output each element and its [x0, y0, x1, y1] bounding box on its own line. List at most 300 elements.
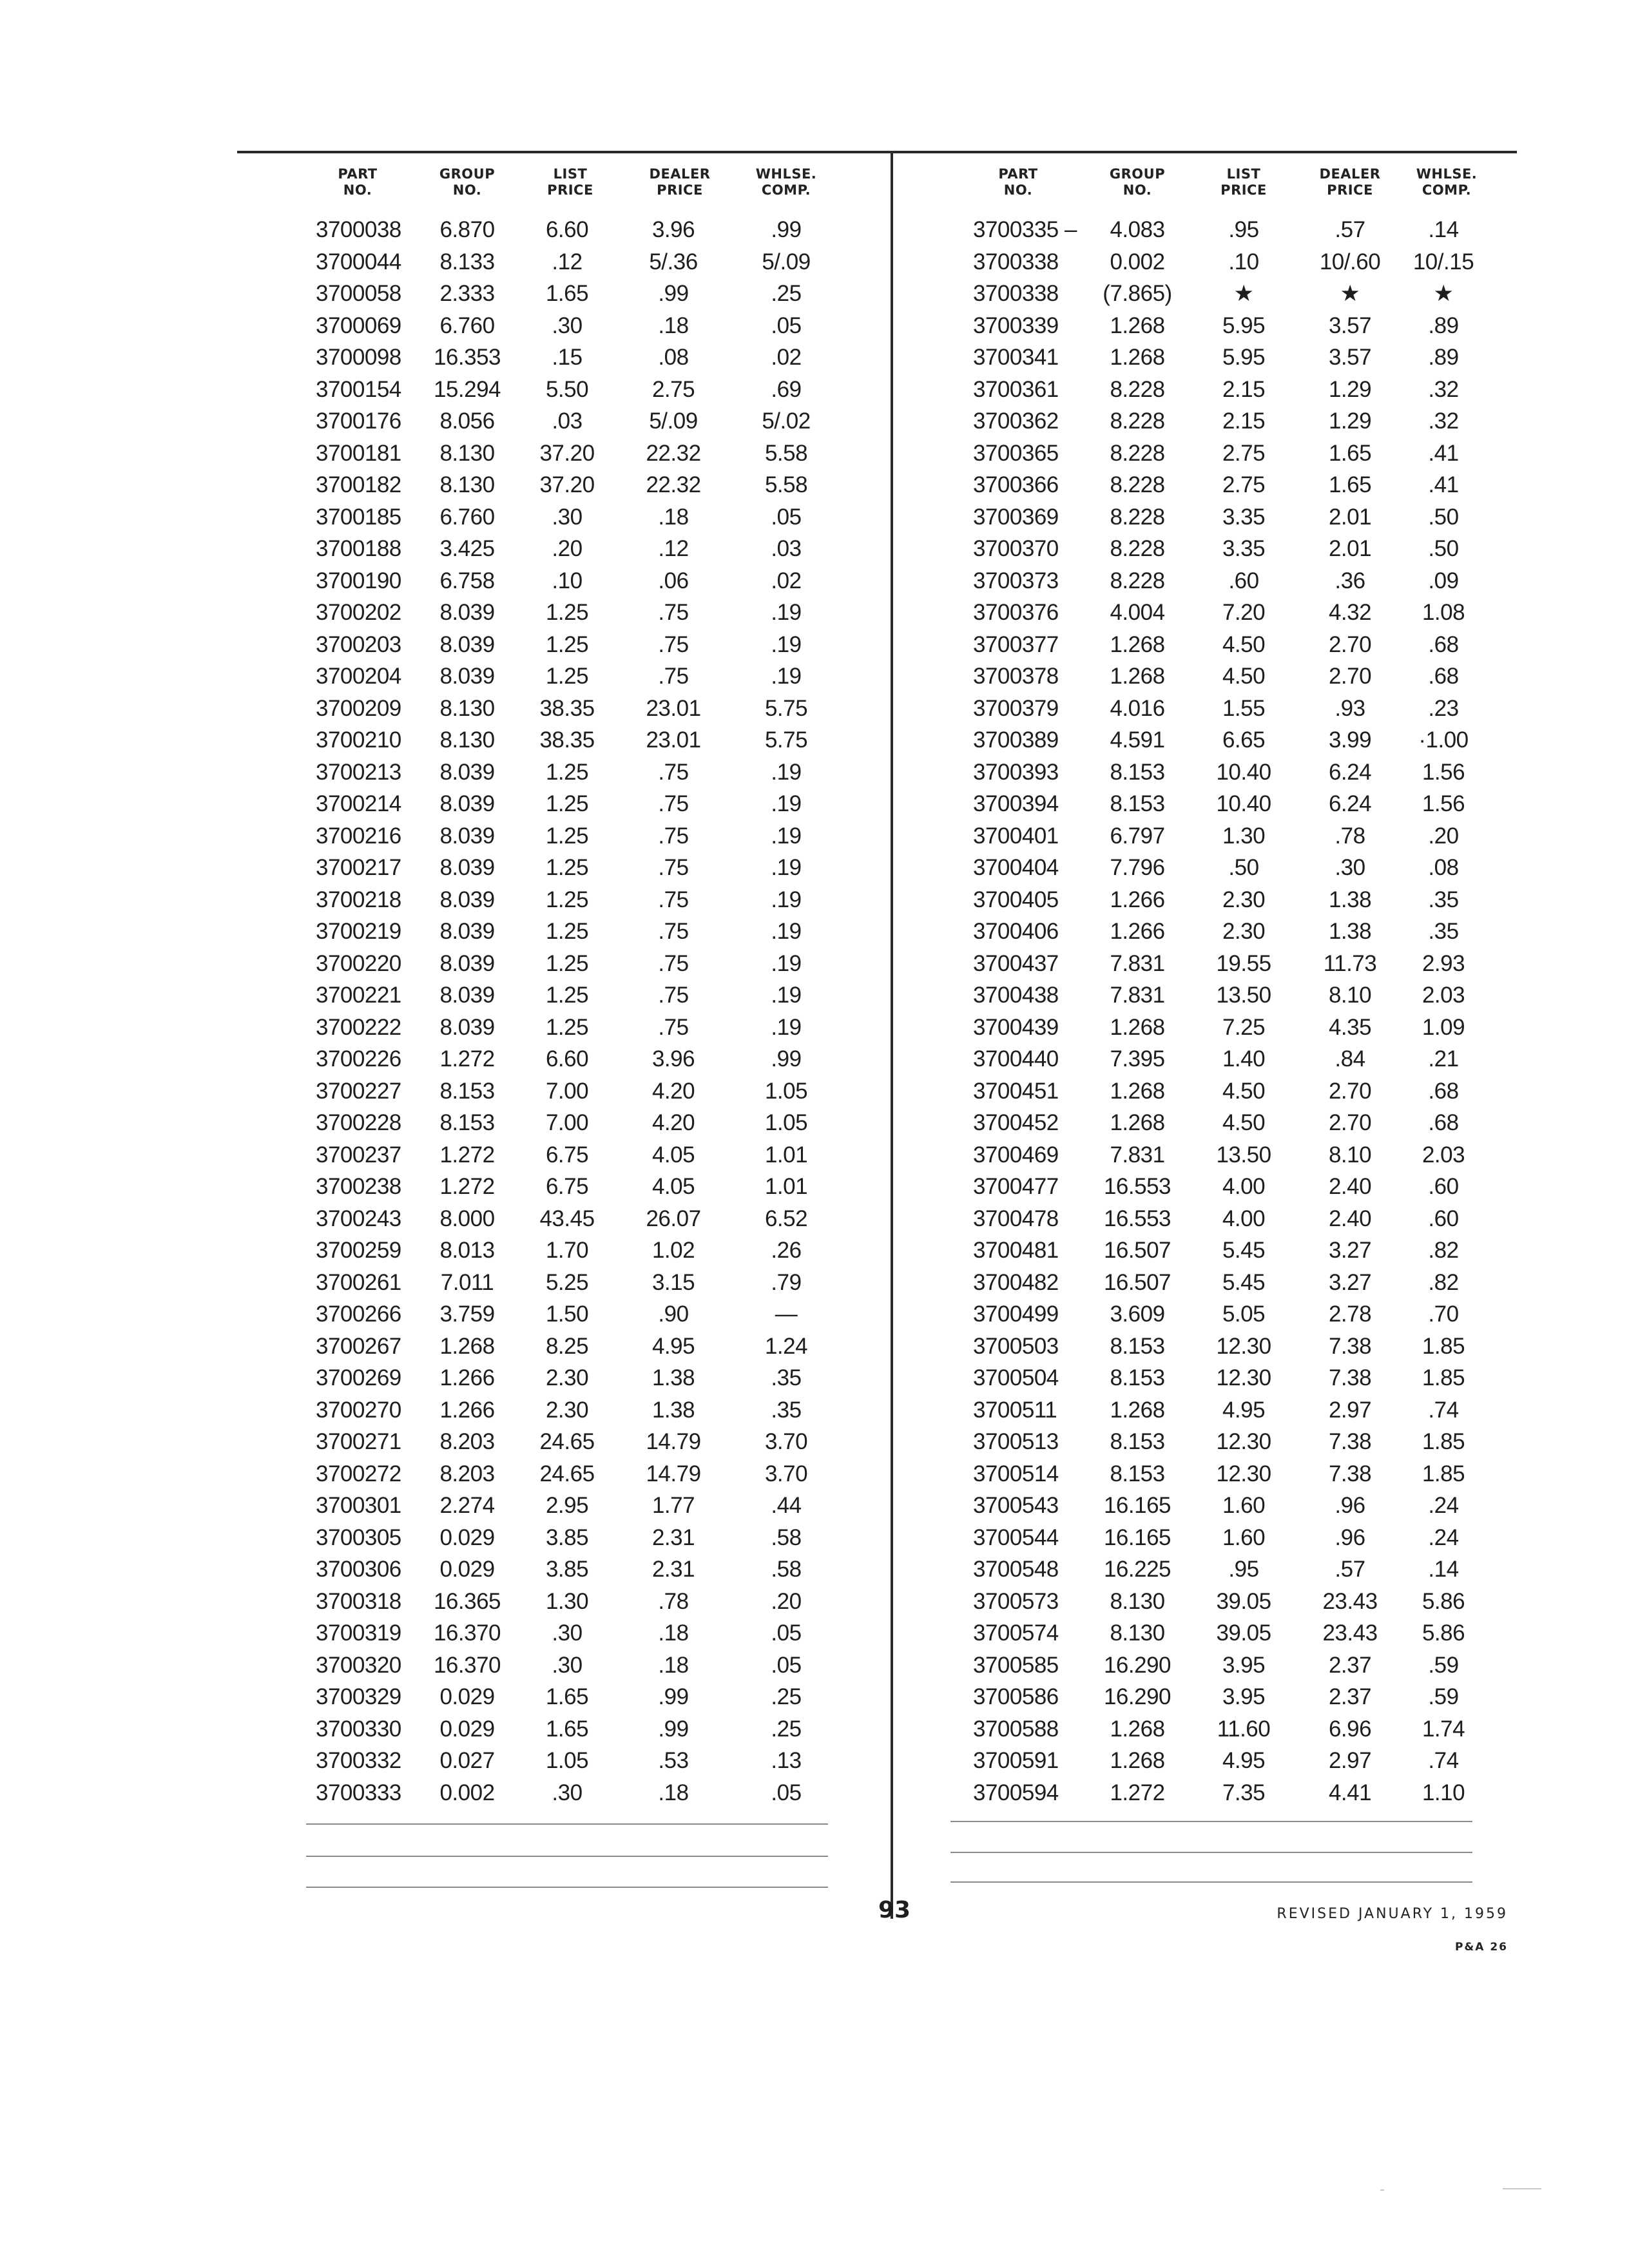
dealer-price-cell: 7.38: [1328, 1365, 1372, 1390]
list-price-cell: 7.35: [1222, 1780, 1266, 1805]
table-row: [960, 852, 1495, 884]
part-no-cell: 3700338: [973, 249, 1059, 274]
group-no-cell: 8.130: [439, 440, 495, 466]
scan-speck: [1380, 2189, 1384, 2191]
list-price-cell: 1.60: [1222, 1493, 1266, 1518]
dealer-price-cell: 1.38: [651, 1397, 695, 1423]
group-no-cell: 8.133: [439, 249, 495, 274]
header-list-price: LIST PRICE: [1220, 166, 1267, 198]
list-price-cell: 1.25: [545, 631, 589, 657]
table-row: [960, 597, 1495, 629]
whlse-comp-cell: 1.08: [1422, 600, 1465, 625]
list-price-cell: .15: [552, 345, 583, 370]
dealer-price-cell: .75: [658, 950, 689, 976]
part-no-cell: 3700261: [316, 1269, 401, 1295]
table-row: [296, 724, 844, 756]
list-price-cell: 2.75: [1222, 440, 1266, 466]
whlse-comp-cell: 1.01: [764, 1142, 808, 1168]
part-no-cell: 3700318: [316, 1588, 401, 1614]
part-no-cell: 3700185: [316, 504, 401, 530]
blank-line: [950, 1881, 1472, 1883]
group-no-cell: 1.268: [1110, 1110, 1165, 1135]
whlse-comp-cell: .19: [771, 631, 802, 657]
part-no-cell: 3700406: [973, 919, 1059, 944]
whlse-comp-cell: 1.74: [1422, 1716, 1465, 1742]
whlse-comp-cell: .89: [1428, 312, 1459, 338]
group-no-cell: 4.004: [1110, 600, 1165, 625]
table-row: [960, 565, 1495, 597]
whlse-comp-cell: .35: [771, 1365, 802, 1390]
table-row: [296, 979, 844, 1012]
list-price-cell: 8.25: [545, 1333, 589, 1359]
list-price-cell: ★: [1233, 281, 1254, 306]
dealer-price-cell: 11.73: [1323, 950, 1377, 976]
dealer-price-cell: .99: [658, 1684, 689, 1709]
dealer-price-cell: 1.65: [1328, 440, 1372, 466]
part-no-cell: 3700154: [316, 376, 401, 402]
list-price-cell: .30: [552, 312, 583, 338]
group-no-cell: 6.758: [439, 568, 495, 593]
dealer-price-cell: 1.77: [651, 1493, 695, 1518]
part-no-cell: 3700182: [316, 472, 401, 497]
group-no-cell: 16.225: [1103, 1557, 1171, 1582]
part-no-cell: 3700379: [973, 695, 1059, 721]
whlse-comp-cell: .02: [771, 345, 802, 370]
dealer-price-cell: 3.96: [651, 217, 695, 242]
group-no-cell: 0.029: [439, 1684, 495, 1709]
table-row: [960, 788, 1495, 820]
list-price-cell: 10.40: [1216, 759, 1271, 785]
table-row: [960, 660, 1495, 693]
table-row: [960, 1331, 1495, 1363]
part-no-cell: 3700373: [973, 568, 1059, 593]
list-price-cell: 4.50: [1222, 664, 1266, 689]
dealer-price-cell: 3.99: [1328, 727, 1372, 753]
table-row: [960, 1394, 1495, 1427]
part-no-cell: 3700504: [973, 1365, 1059, 1390]
list-price-cell: 1.25: [545, 791, 589, 816]
table-row: [960, 1235, 1495, 1267]
part-no-cell: 3700594: [973, 1780, 1059, 1805]
table-row: [960, 724, 1495, 756]
table-row: [296, 884, 844, 916]
part-no-cell: 3700548: [973, 1557, 1059, 1582]
part-no-cell: 3700543: [973, 1493, 1059, 1518]
part-no-cell: 3700332: [316, 1748, 401, 1773]
dealer-price-cell: 23.43: [1322, 1588, 1378, 1614]
whlse-comp-cell: .35: [1428, 919, 1459, 944]
list-price-cell: 12.30: [1216, 1365, 1271, 1390]
list-price-cell: 1.25: [545, 823, 589, 849]
list-price-cell: 1.65: [545, 281, 589, 306]
group-no-cell: 8.039: [439, 823, 495, 849]
table-row: [296, 405, 844, 437]
whlse-comp-cell: .68: [1428, 1110, 1459, 1135]
part-no-cell: 3700452: [973, 1110, 1059, 1135]
whlse-comp-cell: .50: [1428, 536, 1459, 561]
part-no-cell: 3700514: [973, 1461, 1059, 1486]
dealer-price-cell: .75: [658, 664, 689, 689]
dealer-price-cell: .75: [658, 600, 689, 625]
blank-line: [306, 1887, 828, 1888]
list-price-cell: 10.40: [1216, 791, 1271, 816]
list-price-cell: .12: [552, 249, 583, 274]
dealer-price-cell: .84: [1335, 1046, 1365, 1072]
dealer-price-cell: 2.70: [1328, 664, 1372, 689]
dealer-price-cell: 3.57: [1328, 312, 1372, 338]
list-price-cell: 1.40: [1222, 1046, 1266, 1072]
group-no-cell: 8.153: [1110, 1461, 1165, 1486]
table-row: [960, 214, 1495, 246]
group-no-cell: 8.039: [439, 791, 495, 816]
dealer-price-cell: 3.15: [651, 1269, 695, 1295]
whlse-comp-cell: ★: [1433, 281, 1454, 306]
whlse-comp-cell: 5.75: [764, 727, 808, 753]
group-no-cell: 7.831: [1110, 950, 1165, 976]
group-no-cell: 16.165: [1103, 1524, 1171, 1550]
dealer-price-cell: .53: [658, 1748, 689, 1773]
part-no-cell: 3700394: [973, 791, 1059, 816]
list-price-cell: 1.25: [545, 983, 589, 1008]
list-price-cell: .30: [552, 1780, 583, 1805]
group-no-cell: 4.083: [1110, 217, 1165, 242]
list-price-cell: 6.60: [545, 1046, 589, 1072]
whlse-comp-cell: 5.86: [1422, 1588, 1465, 1614]
table-row: [296, 469, 844, 501]
whlse-comp-cell: .19: [771, 600, 802, 625]
dealer-price-cell: 2.40: [1328, 1206, 1372, 1231]
dealer-price-cell: 1.29: [1328, 408, 1372, 434]
whlse-comp-cell: .60: [1428, 1174, 1459, 1199]
header-whlse-comp: WHLSE. COMP.: [755, 166, 817, 198]
whlse-comp-cell: .35: [771, 1397, 802, 1423]
dealer-price-cell: 4.35: [1328, 1014, 1372, 1040]
group-no-cell: 6.760: [439, 312, 495, 338]
part-no-cell: 3700204: [316, 664, 401, 689]
dealer-price-cell: .75: [658, 1014, 689, 1040]
whlse-comp-cell: .89: [1428, 345, 1459, 370]
group-no-cell: 6.760: [439, 504, 495, 530]
part-no-cell: 3700238: [316, 1174, 401, 1199]
blank-line: [950, 1852, 1472, 1853]
list-price-cell: .30: [552, 504, 583, 530]
table-row: [296, 565, 844, 597]
dealer-price-cell: 3.27: [1328, 1269, 1372, 1295]
group-no-cell: 8.228: [1110, 376, 1165, 402]
group-no-cell: 7.831: [1110, 1142, 1165, 1168]
group-no-cell: 6.870: [439, 217, 495, 242]
part-no-cell: 3700513: [973, 1429, 1059, 1454]
group-no-cell: 7.796: [1110, 855, 1165, 880]
group-no-cell: 8.130: [1110, 1620, 1165, 1646]
dealer-price-cell: 6.96: [1328, 1716, 1372, 1742]
table-row: [296, 756, 844, 789]
group-no-cell: 1.268: [1110, 664, 1165, 689]
whlse-comp-cell: .19: [771, 664, 802, 689]
dealer-price-cell: .75: [658, 983, 689, 1008]
list-price-cell: 6.75: [545, 1174, 589, 1199]
whlse-comp-cell: 2.03: [1422, 1142, 1465, 1168]
whlse-comp-cell: .25: [771, 281, 802, 306]
dealer-price-cell: 1.38: [651, 1365, 695, 1390]
part-no-cell: 3700370: [973, 536, 1059, 561]
dealer-price-cell: 2.70: [1328, 631, 1372, 657]
whlse-comp-cell: .69: [771, 376, 802, 402]
list-price-cell: 1.25: [545, 664, 589, 689]
whlse-comp-cell: 3.70: [764, 1429, 808, 1454]
part-no-cell: 3700320: [316, 1652, 401, 1678]
group-no-cell: 1.272: [439, 1142, 495, 1168]
group-no-cell: 4.016: [1110, 695, 1165, 721]
group-no-cell: 8.039: [439, 950, 495, 976]
list-price-cell: 39.05: [1216, 1588, 1271, 1614]
dealer-price-cell: 1.02: [651, 1238, 695, 1263]
part-no-cell: 3700221: [316, 983, 401, 1008]
table-row: [296, 1553, 844, 1586]
whlse-comp-cell: .19: [771, 823, 802, 849]
list-price-cell: 1.70: [545, 1238, 589, 1263]
part-no-cell: 3700243: [316, 1206, 401, 1231]
whlse-comp-cell: 1.09: [1422, 1014, 1465, 1040]
table-row: [960, 501, 1495, 533]
group-no-cell: 8.153: [1110, 791, 1165, 816]
table-row: [296, 788, 844, 820]
part-no-cell: 3700376: [973, 600, 1059, 625]
whlse-comp-cell: .68: [1428, 1078, 1459, 1104]
whlse-comp-cell: .32: [1428, 376, 1459, 402]
dealer-price-cell: .75: [658, 759, 689, 785]
group-no-cell: 6.797: [1110, 823, 1165, 849]
part-no-cell: 3700181: [316, 440, 401, 466]
table-row: [296, 1649, 844, 1682]
group-no-cell: 8.039: [439, 631, 495, 657]
list-price-cell: 1.25: [545, 600, 589, 625]
dealer-price-cell: 4.20: [651, 1110, 695, 1135]
list-price-cell: .20: [552, 536, 583, 561]
right-table-header: [960, 166, 1495, 205]
dealer-price-cell: 7.38: [1328, 1461, 1372, 1486]
group-no-cell: 8.153: [439, 1110, 495, 1135]
group-no-cell: 16.165: [1103, 1493, 1171, 1518]
table-row: [296, 948, 844, 980]
dealer-price-cell: 3.96: [651, 1046, 695, 1072]
dealer-price-cell: .75: [658, 919, 689, 944]
table-row: [296, 693, 844, 725]
part-no-cell: 3700438: [973, 983, 1059, 1008]
part-no-cell: 3700228: [316, 1110, 401, 1135]
table-row: [296, 1235, 844, 1267]
list-price-cell: 2.15: [1222, 376, 1266, 402]
list-price-cell: .95: [1228, 1557, 1259, 1582]
whlse-comp-cell: .25: [771, 1684, 802, 1709]
dealer-price-cell: 8.10: [1328, 1142, 1372, 1168]
left-table-header: [296, 166, 844, 205]
whlse-comp-cell: .74: [1428, 1748, 1459, 1773]
table-row: [960, 884, 1495, 916]
part-no-cell: 3700271: [316, 1429, 401, 1454]
list-price-cell: .60: [1228, 568, 1259, 593]
part-no-cell: 3700499: [973, 1302, 1059, 1327]
whlse-comp-cell: .03: [771, 536, 802, 561]
revised-date: REVISED JANUARY 1, 1959: [1277, 1906, 1508, 1922]
dealer-price-cell: 6.24: [1328, 759, 1372, 785]
whlse-comp-cell: 6.52: [764, 1206, 808, 1231]
part-no-cell: 3700362: [973, 408, 1059, 434]
part-no-cell: 3700469: [973, 1142, 1059, 1168]
group-no-cell: 8.039: [439, 855, 495, 880]
table-row: [960, 1203, 1495, 1235]
group-no-cell: 1.266: [1110, 919, 1165, 944]
part-no-cell: 3700503: [973, 1333, 1059, 1359]
part-no-cell: 3700301: [316, 1493, 401, 1518]
left-table-body: [296, 214, 844, 1809]
group-no-cell: 1.268: [1110, 631, 1165, 657]
list-price-cell: 37.20: [539, 472, 595, 497]
list-price-cell: 3.85: [545, 1557, 589, 1582]
list-price-cell: 7.00: [545, 1078, 589, 1104]
dealer-price-cell: 2.31: [651, 1557, 695, 1582]
blank-line: [306, 1823, 828, 1825]
table-row: [296, 1298, 844, 1331]
dealer-price-cell: 1.38: [1328, 919, 1372, 944]
table-row: [960, 1267, 1495, 1299]
dealer-price-cell: 22.32: [646, 472, 701, 497]
part-no-cell: 3700217: [316, 855, 401, 880]
dealer-price-cell: 2.37: [1328, 1684, 1372, 1709]
group-no-cell: 16.290: [1103, 1684, 1171, 1709]
table-row: [296, 341, 844, 374]
table-row: [296, 1012, 844, 1044]
whlse-comp-cell: .25: [771, 1716, 802, 1742]
group-no-cell: 1.268: [1110, 1397, 1165, 1423]
part-no-cell: 3700365: [973, 440, 1059, 466]
whlse-comp-cell: 1.85: [1422, 1429, 1465, 1454]
whlse-comp-cell: .05: [771, 1652, 802, 1678]
group-no-cell: 2.274: [439, 1493, 495, 1518]
group-no-cell: 1.268: [1110, 345, 1165, 370]
dealer-price-cell: .75: [658, 855, 689, 880]
dealer-price-cell: 7.38: [1328, 1429, 1372, 1454]
whlse-comp-cell: .35: [1428, 887, 1459, 912]
whlse-comp-cell: .05: [771, 1620, 802, 1646]
part-no-cell: 3700366: [973, 472, 1059, 497]
list-price-cell: 38.35: [539, 695, 595, 721]
table-row: [296, 1745, 844, 1777]
list-price-cell: 38.35: [539, 727, 595, 753]
table-row: [296, 1681, 844, 1713]
dealer-price-cell: 2.75: [651, 376, 695, 402]
part-no-cell: 3700329: [316, 1684, 401, 1709]
dealer-price-cell: 2.78: [1328, 1302, 1372, 1327]
group-no-cell: (7.865): [1103, 281, 1172, 306]
table-row: [296, 1139, 844, 1171]
group-no-cell: 15.294: [433, 376, 501, 402]
table-row: [296, 1713, 844, 1745]
part-no-cell: 3700210: [316, 727, 401, 753]
dealer-price-cell: .75: [658, 823, 689, 849]
part-no-cell: 3700098: [316, 345, 401, 370]
part-no-cell: 3700361: [973, 376, 1059, 402]
dealer-price-cell: 7.38: [1328, 1333, 1372, 1359]
list-price-cell: 4.95: [1222, 1748, 1266, 1773]
whlse-comp-cell: 1.01: [764, 1174, 808, 1199]
whlse-comp-cell: .41: [1428, 440, 1459, 466]
part-no-cell: 3700266: [316, 1302, 401, 1327]
table-row: [960, 1171, 1495, 1203]
document-code: P&A 26: [1454, 1941, 1508, 1954]
list-price-cell: 19.55: [1216, 950, 1271, 976]
dealer-price-cell: 14.79: [646, 1461, 701, 1486]
dealer-price-cell: .57: [1335, 1557, 1365, 1582]
left-price-table: [296, 166, 844, 1809]
list-price-cell: 2.30: [545, 1365, 589, 1390]
dealer-price-cell: 4.95: [651, 1333, 695, 1359]
part-no-cell: 3700269: [316, 1365, 401, 1390]
part-no-cell: 3700038: [316, 217, 401, 242]
list-price-cell: 1.65: [545, 1716, 589, 1742]
list-price-cell: .10: [552, 568, 583, 593]
list-price-cell: 1.60: [1222, 1524, 1266, 1550]
part-no-cell: 3700213: [316, 759, 401, 785]
part-no-cell: 3700482: [973, 1269, 1059, 1295]
table-row: [960, 1745, 1495, 1777]
whlse-comp-cell: .08: [1428, 855, 1459, 880]
part-no-cell: 3700477: [973, 1174, 1059, 1199]
table-row: [960, 1713, 1495, 1745]
list-price-cell: 6.75: [545, 1142, 589, 1168]
group-no-cell: 1.266: [439, 1397, 495, 1423]
whlse-comp-cell: .32: [1428, 408, 1459, 434]
group-no-cell: 16.507: [1103, 1269, 1171, 1295]
part-no-cell: 3700511: [973, 1397, 1057, 1423]
list-price-cell: 6.60: [545, 217, 589, 242]
part-no-cell: 3700214: [316, 791, 401, 816]
part-no-cell: 3700272: [316, 1461, 401, 1486]
part-no-cell: 3700481: [973, 1238, 1059, 1263]
part-no-cell: 3700437: [973, 950, 1059, 976]
header-whlse-comp: WHLSE. COMP.: [1416, 166, 1478, 198]
list-price-cell: 1.25: [545, 919, 589, 944]
header-group-no: GROUP NO.: [439, 166, 496, 198]
list-price-cell: 3.35: [1222, 536, 1266, 561]
table-row: [296, 1331, 844, 1363]
table-row: [960, 1586, 1495, 1618]
whlse-comp-cell: .58: [771, 1557, 802, 1582]
group-no-cell: 0.029: [439, 1716, 495, 1742]
dealer-price-cell: 23.01: [646, 695, 701, 721]
list-price-cell: .50: [1228, 855, 1259, 880]
dealer-price-cell: 2.70: [1328, 1078, 1372, 1104]
table-row: [960, 1649, 1495, 1682]
part-no-cell: 3700069: [316, 312, 401, 338]
group-no-cell: 1.268: [1110, 1748, 1165, 1773]
whlse-comp-cell: .19: [771, 855, 802, 880]
part-no-cell: 3700339: [973, 312, 1059, 338]
dealer-price-cell: 4.32: [1328, 600, 1372, 625]
group-no-cell: 7.011: [440, 1269, 494, 1295]
whlse-comp-cell: .20: [1428, 823, 1459, 849]
list-price-cell: 7.00: [545, 1110, 589, 1135]
group-no-cell: 8.000: [439, 1206, 495, 1231]
table-row: [296, 1426, 844, 1458]
dealer-price-cell: .18: [658, 504, 689, 530]
dealer-price-cell: .57: [1335, 217, 1365, 242]
part-no-cell: 3700478: [973, 1206, 1059, 1231]
list-price-cell: 4.50: [1222, 631, 1266, 657]
whlse-comp-cell: .14: [1428, 1557, 1459, 1582]
part-no-cell: 3700369: [973, 504, 1059, 530]
list-price-cell: 4.95: [1222, 1397, 1266, 1423]
